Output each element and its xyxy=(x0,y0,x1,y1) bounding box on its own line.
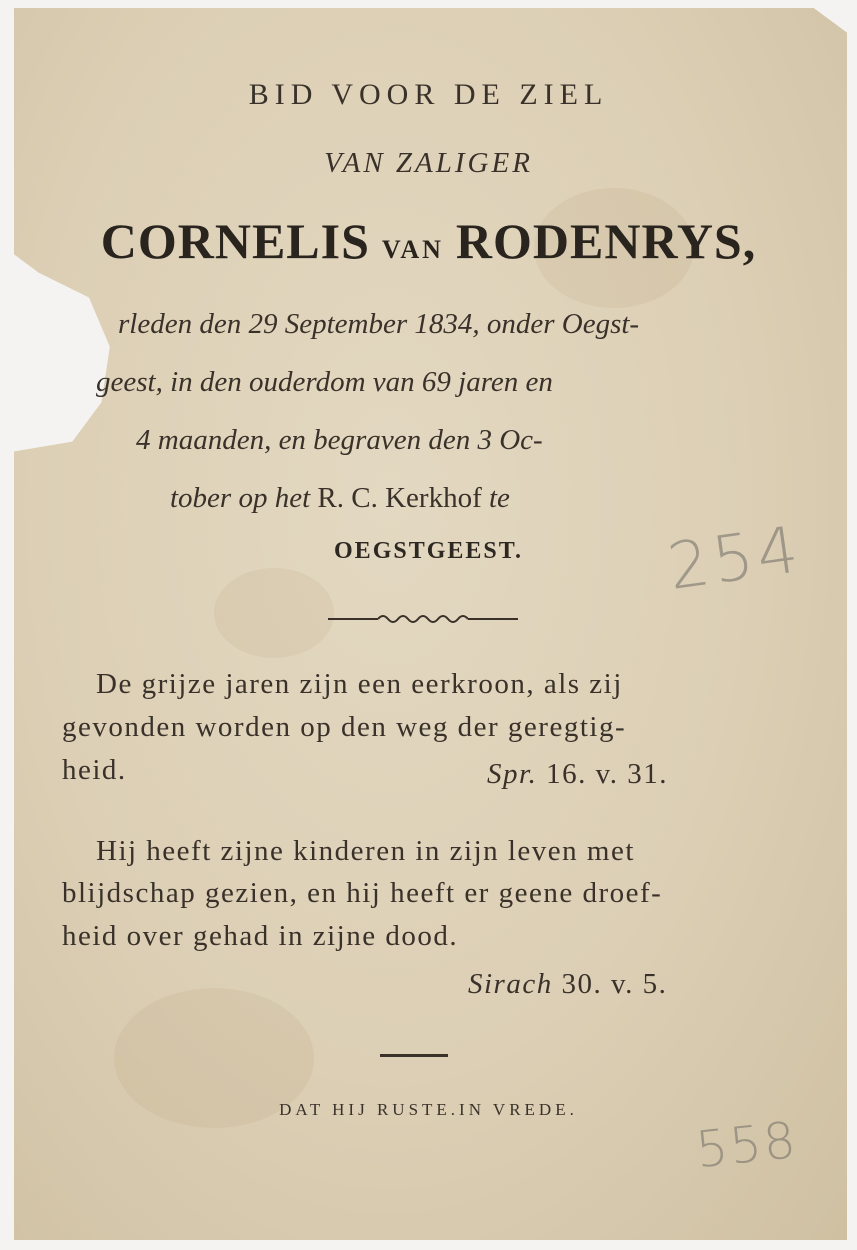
detail-line-2: geest, in den ouderdom van 69 jaren en xyxy=(96,366,553,398)
name-comma: , xyxy=(742,213,757,269)
verse-1-line-1: De grijze jaren zijn een eerkroon, als zij xyxy=(96,668,623,700)
detail-line-1: rleden den 29 September 1834, onder Oegst- xyxy=(118,308,640,340)
verse-2-line-3: heid over gehad in zijne dood. xyxy=(62,920,459,952)
verse-2-line-1: Hij heeft zijne kinderen in zijn leven met xyxy=(96,835,635,867)
paper-stain xyxy=(214,568,334,658)
name-first: CORNELIS xyxy=(100,213,370,269)
burial-place: OEGSTGEEST. xyxy=(334,538,523,564)
detail-line-4-italic-b: te xyxy=(488,482,510,514)
detail-line-3: 4 maanden, en begraven den 3 Oc- xyxy=(136,424,543,456)
header-line-1: BID VOOR DE ZIEL xyxy=(248,78,609,111)
footer-rule xyxy=(380,1054,448,1057)
verse-1-reference-book: Spr. xyxy=(487,758,538,790)
name-last: RODENRYS xyxy=(455,213,743,269)
detail-line-4 xyxy=(170,482,510,515)
verse-2-reference-book: Sirach xyxy=(468,968,553,1000)
detail-line-4-italic-a: tober op het xyxy=(170,482,311,514)
footer-text: DAT HIJ RUSTE.IN VREDE. xyxy=(279,1100,578,1119)
pencil-annotation-top: 254 xyxy=(663,513,807,605)
verse-1-reference xyxy=(487,758,668,791)
detail-line-4-upright: R. C. Kerkhof xyxy=(310,482,489,514)
deceased-name xyxy=(0,212,857,270)
verse-2-line-2: blijdschap gezien, en hij heeft er geene droef- xyxy=(62,877,663,909)
verse-1-line-2: gevonden worden op den weg der geregtig- xyxy=(62,711,627,743)
name-middle: VAN xyxy=(381,235,444,264)
verse-2-reference-numbers: 30. v. 5. xyxy=(552,968,668,1000)
ornament-divider xyxy=(328,612,518,626)
pencil-annotation-bottom: 558 xyxy=(693,1110,801,1180)
header-line-2: VAN ZALIGER xyxy=(324,147,533,179)
verse-1-reference-numbers: 16. v. 31. xyxy=(537,758,668,790)
verse-1-line-3: heid. xyxy=(62,754,127,786)
verse-2-reference xyxy=(468,968,667,1001)
